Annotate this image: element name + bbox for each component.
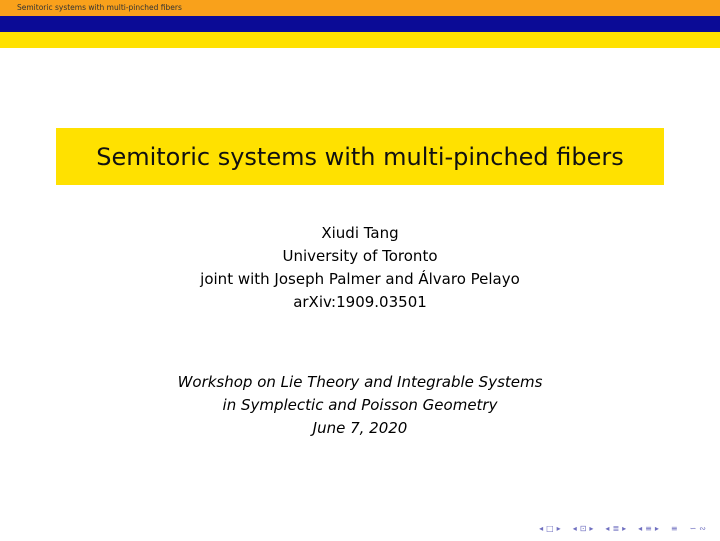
author-name: Xiudi Tang [321,224,399,242]
title-box [56,128,664,185]
yellow-band [0,32,720,48]
next-section-icon[interactable]: ▸ [622,524,627,533]
event-block [0,371,720,440]
prev-section-icon[interactable]: ◂ [605,524,610,533]
zoom-icon[interactable]: ∾ [699,524,706,533]
arxiv-id: arXiv:1909.03501 [293,293,427,311]
author-affiliation: University of Toronto [282,247,438,265]
prev-frame-icon[interactable]: ◂ [539,524,544,533]
event-line-2: in Symplectic and Poisson Geometry [222,396,498,414]
author-block [0,222,720,314]
align-icon[interactable]: ≡ [670,524,678,533]
next-subsection-icon[interactable]: ▸ [589,524,594,533]
blue-band [0,16,720,32]
prev-slide-icon[interactable]: ◂ [638,524,643,533]
headline-bar [0,0,720,16]
beamer-navigation [539,523,706,535]
next-frame-icon[interactable]: ▸ [556,524,561,533]
event-line-1: Workshop on Lie Theory and Integrable Systems [177,373,543,391]
section-icon: ≣ [612,524,620,533]
event-date: June 7, 2020 [312,419,408,437]
subsection-icon: ⊡ [579,524,587,533]
headline-short-title: Semitoric systems with multi-pinched fibers [17,3,182,12]
search-icon[interactable]: ∽ [689,524,697,533]
slide-title: Semitoric systems with multi-pinched fibers [96,142,624,171]
slide-icon: ≡ [645,524,652,533]
coauthors: joint with Joseph Palmer and Álvaro Pelayo [200,270,520,288]
frame-icon: □ [546,524,554,533]
next-slide-icon[interactable]: ▸ [654,524,659,533]
prev-subsection-icon[interactable]: ◂ [572,524,577,533]
